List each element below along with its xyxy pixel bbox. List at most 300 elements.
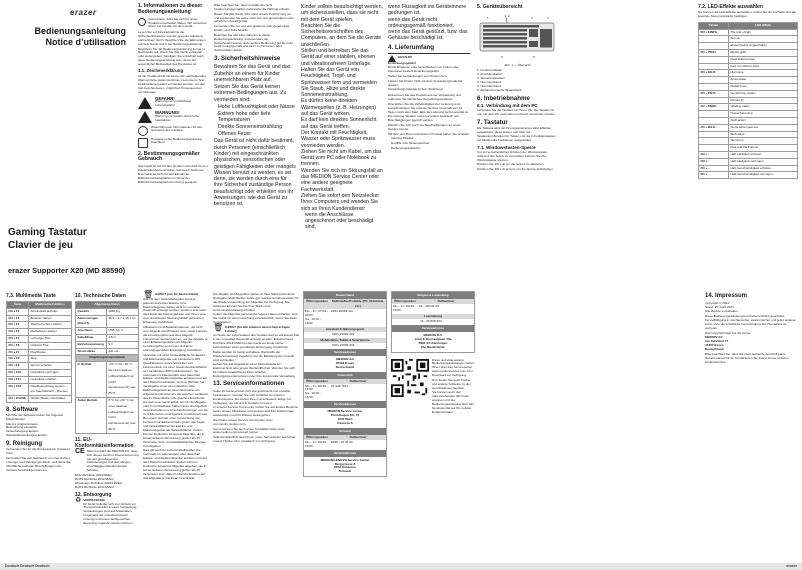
footer-language: Deutsch Deutsch Deutsch <box>5 564 50 568</box>
heading-11: 11. EU-Konformitätsinformation <box>75 436 134 449</box>
table-row <box>699 104 798 111</box>
service-table-be <box>391 291 475 416</box>
parts-item: 1. Funktionstasten <box>477 68 503 72</box>
table-cell: +10 °C bis +40 °C bei einer relativen Luftfeuchtigkeit von (nicht kondensierend) max. 85 % <box>106 362 138 398</box>
parts-item: 3. Steuerungstasten <box>477 75 505 80</box>
service-phone: 0848 - 33 33 32 <box>331 439 353 444</box>
cleaning-item: Verwenden Sie für die Reinigung ein trockenes Tuch. <box>6 447 71 456</box>
table-row <box>76 341 139 348</box>
spec-label: Kabellänge <box>76 334 107 341</box>
table-row <box>7 376 72 383</box>
spec-label: In Betrieb <box>76 362 107 398</box>
intro-text: Vielen Dank, dass Sie sich für unser Produkt entschieden haben. Wir wünschen Ihnen viel Freude mit dem Gerät. <box>148 16 207 29</box>
safety-item: Ziehen Sie nicht am Kabel, um das Gerät vom PC oder Notebook zu trennen. <box>301 148 382 168</box>
key-cell: FN + BILD↓ <box>699 124 729 131</box>
qr-text: Diese und viele weitere Bedienungsanleitungen stehen Ihnen über das Serviceportal www.medionservice.com zum Download zur Verfügung. <box>432 357 475 378</box>
table-row <box>76 315 139 328</box>
recycle-icon: ♻ <box>75 496 82 504</box>
service-phone: 34 - 20 808 664 <box>420 319 442 323</box>
table-header: Tasten <box>699 22 729 29</box>
qr-text: Dort finden Sie auch Treiber und andere Software zu den verschiedenen Geräten. <box>432 377 471 390</box>
safety-item: Stellen und betreiben Sie das Gerät auf einer stabilen, ebenen und vibrationsfreien Unterlage. <box>301 48 376 67</box>
col-1 <box>138 4 209 185</box>
service-address: MEDION AG 45092 Essen Deutschland <box>335 356 355 369</box>
disposal-text: Dies gilt auch für Lebensmittelhändler, die mehrmals im Kalenderjahr oder dauerhaft Elektro- und Elektronikgeräte anbieten und auf dem Markt bereitstellen. Zudem können Endnutzer kostenlos Altgeräte abgeben, die in keiner äußeren Abmessung größer als 25 Zentimeter sind, dabei ist die Rücknahme auf drei Altgeräte je Geräteart beschränkt. <box>143 448 207 480</box>
key-cell: FN + F12 <box>7 383 29 396</box>
table-row <box>699 70 798 77</box>
table-cell: vorheriger Titel <box>29 335 72 342</box>
winlock-text: Drücken Sie FN + ⊞ erneut, um die Sperre aufzuheben. <box>477 167 554 172</box>
safety-item: Setzen Sie das Gerät keinen extremen Bedingungen aus. Zu vermeiden sind: <box>214 83 287 103</box>
table-row <box>699 165 798 172</box>
warning-label: WARNUNG! <box>155 110 180 116</box>
parts-item: 2. Anschlusskabel <box>477 71 502 76</box>
warning-triangle-icon <box>138 97 152 109</box>
service-label: Rufnummer <box>418 299 474 304</box>
key-cell <box>699 36 729 43</box>
table-cell: LED-Geschwindigkeit verringern <box>729 172 798 179</box>
service-address-header: Serviceadresse <box>304 349 386 356</box>
intended-use-text: Das Gerät ist nur für den privaten und nicht für den industriellen/kommerziellen Gebrauch bestimmt. Das Gerät ist nicht für den Einsatz an Bildschirmarbeitsplätzen im Sinne der Bildschirmarbeitsplatzverordnung geeignet. <box>138 164 208 184</box>
service-country: Schweiz <box>304 428 386 435</box>
spec-label: Gewicht <box>76 308 107 315</box>
service-hours: Mo. - Fr.: 09:00 - 19:00 <box>393 304 416 312</box>
table-cell: nächster Titel <box>29 342 72 349</box>
service-country: Deutschland <box>304 292 386 299</box>
led-table <box>698 22 798 179</box>
heading-1-1: 1.1. Zeichenerklärung <box>138 68 184 74</box>
directive-item: EMV-Richtlinie 2014/30/EU <box>75 472 113 477</box>
table-cell: Surmount <box>729 138 798 145</box>
imprint-company: MEDION AG Am Zehnthof 77 45307 Essen Deutschland <box>705 335 729 352</box>
key-cell <box>699 131 729 138</box>
service-label: Rufnummer <box>330 379 386 384</box>
service-bullet: Gerne können Sie auch unser Kontaktformular unter www.medion.com/contact nutzen. <box>213 426 285 435</box>
table-cell: Mediaplayer starten <box>29 329 72 336</box>
qr-text: Sie können auch den nebenstehenden QR Code scannen und die Bedienungsanleitung über das Serviceportal auf Ihr mobiles Endgerät laden. <box>432 390 474 414</box>
parts-list <box>477 69 558 92</box>
parts-item: 4. Nummernblock <box>477 79 502 84</box>
device-disposal-label: GERÄT (nur für Deutschland) <box>155 292 199 296</box>
table-row <box>7 342 72 349</box>
service-bullet: In unserer Service Community treffen Sie auf andere Benutzer sowie unsere Mitarbeiter und können dort Ihre Erfahrungen austauschen und Ihr Wissen weitergeben. <box>213 405 299 418</box>
danger-bullet: Verpackungsmaterial ist kein Spielzeug! <box>388 87 443 92</box>
table-cell: Go with the stream <box>729 90 798 97</box>
table-subheader: Umgebungstemperaturen <box>76 355 139 362</box>
table-cell: Snow winter jasmine <box>729 124 798 131</box>
table-header: LED-Effekt <box>729 22 798 29</box>
danger-bullet: Halten Sie Verpackungen von Kindern fern. <box>388 74 448 79</box>
table-row <box>699 90 798 97</box>
table-cell: Digital times <box>729 83 798 90</box>
disposal-text: Vertreiber mit einer Verkaufsfläche für Elektro- und Elektronikgeräte von mindestens 400 Quadratmetern sowie Vertreiber von Lebensmitteln mit einer Gesamtverkaufsfläche von mindestens 800 Quadratmetern, die mehrmals im Kalenderjahr oder dauerhaft Elektro- und Elektronikgeräte anbieten und auf dem Markt bereitstellen, sind verpflichtet, bei der Abgabe eines neuen Elektro- oder Elektronikgerätes an einen Endnutzer ein Altgerät des Endnutzers der gleichen Geräteart, das im Wesentlichen die gleichen Funktionen wie das neue Gerät erfüllt, am Ort der Abgabe oder in unmittelbarer Nähe hierzu unentgeltlich zurückzunehmen und auf Entfernungen von bis zu 3 Kilometern unentgeltlich zurückzunehmen. <box>143 352 209 416</box>
table-header: Multimedia-Funktion <box>29 302 72 309</box>
heading-2: 2. Bestimmungsgemäßer Gebrauch <box>138 150 200 163</box>
disposal-text: Altbatterien und Altakkumulatoren, die nicht vom Altgerät umschlossen sind, sowie Lampen, die zerstörungsfrei aus dem Altgerät entnommen werden können, vor der Abgabe an einer Erfassungsstelle vom Altgerät zerstörungsfrei zu trennen und einer ordnungsgemäßen Entsorgung zuzuführen. <box>143 324 209 353</box>
service-label: Öffnungszeiten <box>304 299 330 309</box>
danger-text: Warnung vor unmittelbarer Lebensgefahr! <box>155 99 192 108</box>
key-cell: FN + F6 <box>7 342 29 349</box>
service-label: Öffnungszeiten <box>392 299 418 304</box>
col-3 <box>301 4 383 231</box>
disposal-text: Sofern die Altgeräte personenbezogene Daten enthalten, sind Sie selbst für deren Löschung verantwortlich, bevor Sie diese zurückgeben. <box>213 312 298 325</box>
keyboard-text: Die Tastatur wird mit 19 programmierten LED-Effekten ausgeliefert, diese lassen sich über die Tastaturkombination Fn-Tasten und die F-Funktionstasten mit Multimedia-Funktionen ausgestattet. <box>477 126 556 142</box>
p2-col-4 <box>213 293 299 445</box>
winlock-text: Um ein versehentliches Drücken der Windowstaste während des Spiels zu vermeiden, können Sie die Windowstaste sperren. <box>477 149 547 162</box>
disposal-text: Geben Sie das Altgerät an einer Sammelstelle für Elektroschrott oder einem Wertstoffhof ab. Wenden Sie sich für nähere Auskünfte an Ihren örtlichen Entsorgungsunternehmen oder Ihre kommunale Verwaltung. <box>213 362 296 379</box>
liability-bullet: Verwenden Sie nur von uns gelieferte oder genehmigte Ersatz- und Zubehörteile. <box>214 24 290 33</box>
service-address: MEDION/LENOVO Service Center Bergstrasse 8 8952 Schlieren Schweiz <box>320 457 370 474</box>
key-cell <box>699 43 729 50</box>
table-cell: The trail of light <box>729 29 798 36</box>
cover-title-de: Bedienungsanleitung <box>34 26 126 36</box>
key-cell <box>699 145 729 152</box>
service-phone: 01 928 7661 <box>331 383 349 388</box>
service-address: MEDION Service Center Prinz-Eugen-Str. 73 1040 Wien Österreich <box>327 409 363 425</box>
spec-label: Stromstärke <box>76 348 107 355</box>
disposal-text: Bei einem Vertrieb unter Verwendung von Fernkommunikationsmitteln gelten alle Lager- und Versandflächen für Elektro- und Elektronikgeräte als Verkaufsfläche. Zudem können Endnutzer kostenlos Altgeräte, die in keiner äußeren Abmessung größer als 25 Zentimeter sind, in haushaltsüblichen Mengen zurückgeben. <box>143 416 207 448</box>
waste-bin-icon: 🗑 <box>143 290 154 299</box>
safety-item: Kinder sollten beaufsichtigt werden, um sicherzustellen, dass sie nicht mit dem Gerät spielen. <box>301 4 383 23</box>
key-cell: FN + F10 <box>7 369 29 376</box>
table-row <box>699 50 798 57</box>
table-row <box>699 29 798 36</box>
unpack-item: Entnehmen Sie das Produkt aus der Verpackung und entfernen Sie sämtliches Verpackungsmaterial. <box>388 93 461 102</box>
safety-item: Wenden Sie sich im Störungsfall an das MEDION Service Center oder eine andere geeignete Fachwerkstatt. <box>301 167 383 193</box>
imprint-text: Bitte beachten Sie, dass die oben stehende Anschrift keine Retourenanschrift ist. Kontaktieren Sie zuerst immer unseren Kundenservice. <box>705 351 789 364</box>
key-cell <box>699 138 729 145</box>
software-item: Macros programmieren, <box>6 421 39 426</box>
heading-6: 6. Inbetriebnahme <box>477 95 530 103</box>
scope-item: Gaming Tastatur <box>391 136 414 141</box>
safety-item: Ziehen Sie sofort den Netzstecker Ihres Computers und wenden Sie sich an Ihren Kundendienst: <box>301 192 380 212</box>
service-country: Belgien & Luxemburg <box>392 292 474 299</box>
table-cell: Winding paths <box>729 104 798 111</box>
danger-label: GEFAHR! <box>398 55 412 60</box>
scope-item: Bedienungsanleitung <box>391 145 420 150</box>
danger-label: GEFAHR! <box>155 95 175 101</box>
specs-table <box>75 301 139 434</box>
table-row <box>699 138 798 145</box>
danger-sub: Erstickungsgefahr! <box>388 60 417 65</box>
callout-number: 6 <box>501 55 503 59</box>
imprint-text: Diese Bedienungsanleitung ist urheberrechtlich geschützt. <box>705 313 785 318</box>
heading-3: 3. Sicherheitshinweise <box>214 55 281 63</box>
key-cell: FN + ↓ <box>699 158 729 165</box>
key-cell: FN + F5 <box>7 335 29 342</box>
table-row <box>76 397 139 433</box>
service-label: Multimedia-Produkte (PC, Notebook, etc.) <box>331 299 384 308</box>
key-cell <box>699 56 729 63</box>
table-cell: Stop <box>29 356 72 363</box>
cover-logo: erazer <box>70 8 97 17</box>
callout-number: 5 <box>533 55 535 59</box>
conformity-text: Hiermit erklärt die MEDION AG, dass sich dieses Gerät in Übereinstimmung mit den grundlegenden Anforderungen und den übrigen einschlägigen Bestimmungen befindet: <box>86 448 140 473</box>
table-row <box>699 117 798 124</box>
safety-item: Das Gerät ist nicht dafür bestimmt, durch Personen (einschließlich Kinder) mit eingeschränkten physischen, sensorischen oder geistigen Fähigkeiten oder mangels Wissen benutzt zu werden, es sei denn, sie werden durch eine für ihre Sicherheit zuständige Person beaufsichtigt oder erhielten von ihr Anweisungen, wie das Gerät zu benutzen ist. <box>214 138 296 208</box>
heading-10: 10. Technische Daten <box>75 293 126 299</box>
table-cell: Randbeleuchtung steuern – ein; hauchähnlich – Bremes <box>29 383 72 396</box>
spec-label: Abmessungen (B×H×T) <box>76 315 107 328</box>
table-row <box>699 131 798 138</box>
service-address: MEDION B.V. John F. Kennedylaan 16a 5981 XC Panningen Die Niederlande <box>414 332 452 349</box>
callout-number: 2 <box>508 14 510 18</box>
liability-text: Bitte beachten Sie, dass im Falle des nicht bestimmungsgemäßen Gebrauchs die Haftung erlischt: <box>214 3 290 11</box>
key-cell <box>699 63 729 70</box>
software-text: Mit Hilfe der Software haben Sie folgende Möglichkeiten: <box>6 412 64 421</box>
table-cell: Lautstärke erhöhen <box>29 376 72 383</box>
heading-4: 4. Lieferumfang <box>388 43 435 51</box>
service-address-header: Serviceadresse <box>304 450 386 457</box>
danger-text: Durch Einatmen oder Verschlucken von Folien oder Kleinteilen besteht Erstickungsgefahr. <box>388 65 459 74</box>
unpack-item: Die Gaming Tastatur muss vor jedem Gebrauch auf Beschädigungen geprüft werden. <box>388 114 459 123</box>
table-row <box>7 396 72 403</box>
keep-manual-text: Bewahren Sie die Bedienungsanleitung immer in Reichweite auf. Wenn Sie das Gerät verkaufen oder weitergeben, händigen Sie unbedingt auch diese Bedienungsanleitung aus, da sie ein wesentlicher Bestandteil des Produktes ist. <box>138 46 205 67</box>
service-hours: Mo. - Fr.: 07:00 - 20:00 Sa.: 10:00 - 18:00 <box>305 309 328 325</box>
col-4 <box>388 4 470 151</box>
table-row <box>7 335 72 342</box>
cover-product-de: Gaming Tastatur <box>8 227 87 238</box>
cover-model: erazer Supporter X20 (MD 88590) <box>8 266 126 275</box>
table-cell: 1066,8 g <box>106 308 138 315</box>
key-cell <box>699 117 729 124</box>
heading-7: 7. Tastatur <box>477 119 508 127</box>
safety-subitem: Hohe Luftfeuchtigkeit oder Nässe <box>218 103 295 110</box>
disposal-text: Alle mit dem nebenstehenden Symbol gekennzeichneten Elektro- bzw. Elektronikgeräte dürfen nicht im normalen Hausmüll entsorgt werden, sondern sind nach dem Ende der Nutzungsdauer von Ihnen einer vom unsortierten Siedlungsabfall getrennten Erfassung zuzuführen. <box>143 296 207 325</box>
key-cell <box>699 97 729 104</box>
service-label: Öffnungszeiten <box>304 379 330 384</box>
page-bottom <box>0 287 802 570</box>
table-cell: 5 V <box>106 341 138 348</box>
footer-brand: erazer <box>786 564 797 568</box>
info-icon <box>138 126 148 136</box>
danger-bullet: Lassen Sie Kinder nicht mit dem Verpackungsmaterial spielen. <box>388 78 463 87</box>
warning-triangle-icon <box>138 111 152 123</box>
table-cell: Stumm schalten <box>29 363 72 370</box>
key-cell: FN + POS1 <box>699 50 729 57</box>
disposal-text: Dabei werden im Gerät enthaltene Wertstoffe der Wiederverwertung zugeführt und die Belastung der Umwelt wird vermieden. <box>213 349 294 362</box>
cover-title-fr: Notice d’utilisation <box>45 37 126 47</box>
liability-bullet: Bauen Sie das Gerät nicht ohne unsere Zustimmung um und verwenden Sie keine nicht von uns genehmigten oder gelieferten Zusatzgeräte. <box>214 11 294 24</box>
table-cell: 46,5 × 3,7 × 15,1 cm <box>106 315 138 328</box>
key-cell: FN + ENDE <box>699 104 729 111</box>
key-cell: FN + F2 <box>7 315 29 322</box>
liability-bullet: Beachten Sie alle Informationen in dieser Bedienungsanleitung, insbesondere die Sicherheitshinweise. Jede andere Bedienung gilt als nicht bestimmungsgemäß und kann zu Personen- oder Sachschäden führen. <box>214 32 293 53</box>
service-label: Haushalt & Nahrungsgerät <box>304 327 386 332</box>
service-hours: Mo. - Fr.: 09:00 - 19:00 <box>305 439 328 448</box>
safety-subitem: wenn Flüssigkeit ins Geräteinnere gedrungen ist, <box>388 4 467 17</box>
service-text: Sollte Ihr Gerät einmal nicht wie gewünscht und erwartet funktionieren, wenden Sie sich zunächst an unseren Kundenservice. Es stehen Ihnen verschiedene Wege zur Verfügung, um mit uns in Kontakt zu treten: <box>213 389 291 405</box>
heading-13: 13. Serviceinformationen <box>213 381 285 388</box>
table-cell: abwechselnd eingeschaltet <box>729 43 798 50</box>
key-cell: FN + F7 <box>7 349 29 356</box>
key-cell: FN + F3 <box>7 322 29 329</box>
table-row <box>699 56 798 63</box>
connect-text: Verbinden Sie die Tastatur mit Ihrem PC. Die Tastatur ist nun mit dem PC verbunden und kann verwendet werden. <box>477 108 556 117</box>
unpack-item: Mit dem von Ihnen erworbenen Produkt haben Sie erhalten: <box>388 131 470 136</box>
heading-6-1: 6.1. Verbindung mit dem PC <box>477 103 538 109</box>
callout-number: 4 <box>547 16 549 20</box>
software-item: Tastenbelegung ändern, <box>6 429 40 434</box>
imprint <box>705 293 797 365</box>
packaging-text: Ihr Gerät befindet sich zum Schutz vor Transportschäden in einer Verpackung. Verpackungen sind aus Materialien hergestellt, die umweltschonend entsorgt und einem fachgerechten Recycling zugeführt werden können. <box>83 501 138 526</box>
heading-7-3: 7.3. Multimedia Taste <box>6 293 56 299</box>
key-cell: FN + F4 <box>7 329 29 336</box>
service-bullet: Selbstverständlich steht Ihnen unser Serviceteam auch über unsere Hotline oder postalisch zur Verfügung. <box>213 435 296 444</box>
table-row <box>7 369 72 376</box>
service-hours: Mo. - Fr.: 08:00 - 19:00 Sa.: 10:00 - 18:00 <box>305 383 328 400</box>
heading-8: 8. Software <box>6 406 39 413</box>
unpack-item: Überprüfen Sie die Vollständigkeit der Lieferung und benachrichtigen Sie unseren Service innerhalb von 14 Tagen nach dem Kauf, falls die Lieferung nicht komplett ist. <box>388 101 469 114</box>
symbols-text: Ist ein Textabschnitt mit einem der nachfolgenden Warnsymbole gekennzeichnet, muss die im Text beschriebene Gefahr vermieden werden, um den dort beschriebenen, möglichen Konsequenzen vorzubeugen. <box>138 73 206 94</box>
service-table-de <box>303 291 387 477</box>
imprint-text: Copyright © 2024 Stand: 25. April 2024 Alle Rechte vorbehalten. <box>705 301 739 313</box>
safety-item: Es darf kein direktes Sonnenlicht auf das Gerät treffen. <box>301 117 377 130</box>
cover-column <box>0 0 132 285</box>
p2-col-1 <box>6 293 72 473</box>
service-label: Rufnummer <box>330 435 386 440</box>
p2-col-3 <box>143 290 209 481</box>
table-cell: Accumulate <box>729 77 798 84</box>
imprint-text: Das Copyright liegt bei der Firma: <box>705 330 752 335</box>
p2-col-2 <box>75 293 139 527</box>
table-row <box>76 334 139 341</box>
key-cell <box>699 83 729 90</box>
table-cell: Lautstärke verringern <box>29 369 72 376</box>
heading-1: 1. Informationen zu dieser Bedienungsanleitung <box>138 3 203 15</box>
table-cell: Play/Pause <box>29 349 72 356</box>
service-label: Öffnungszeiten <box>304 435 330 440</box>
safety-item: Bewahren Sie das Gerät und das Zubehör an einem für Kinder unerreichbaren Platz auf. <box>214 64 291 83</box>
spec-label: Außer Betrieb <box>76 397 107 433</box>
safety-item: Es dürfen keine direkten Wärmequellen (z. B. Heizungen) auf das Gerät wirken. <box>301 98 376 118</box>
safety-subitem: Offenes Feuer <box>218 131 252 138</box>
table-row <box>699 172 798 179</box>
table-row <box>7 329 72 336</box>
multimedia-table <box>6 301 72 403</box>
table-row <box>7 383 72 396</box>
table-row <box>699 145 798 152</box>
table-row <box>699 83 798 90</box>
danger-box <box>388 53 470 93</box>
table-row <box>7 356 72 363</box>
parts-item: 6. Alphanumerische Tastenblock <box>477 87 522 92</box>
cover-product-fr: Clavier de jeu <box>8 240 74 251</box>
software-item: Beleuchtung einstellen, <box>6 425 38 430</box>
table-row <box>699 124 798 131</box>
table-cell: Aurora <box>729 36 798 43</box>
table-cell: 1,8 m <box>106 334 138 341</box>
table-row <box>7 308 72 315</box>
safety-item: Halten Sie das Gerät von Feuchtigkeit, Tropf- und Spritzwasser fern und vermeiden Sie Staub, Hitze und direkte Sonneneinstrahlung. <box>301 66 377 99</box>
scope-item: Dreifilfe zum Tastenwechsel <box>391 141 430 146</box>
table-cell: Taschenrechner starten <box>29 322 72 329</box>
heading-14: 14. Impressum <box>705 293 748 299</box>
table-row <box>76 362 139 398</box>
table-cell: LED-Geschwindigkeit erhöhen <box>729 165 798 172</box>
imprint-text: Vervielfältigung in mechanischer, elektronischer und jeder anderen Form ohne die schriftliche Genehmigung des Herstellers ist verboten. <box>705 318 797 331</box>
heading-7-1: 7.1. Windowstasten-Sperre <box>477 144 536 150</box>
key-cell: FN + → <box>699 172 729 179</box>
spec-label: Anschluss <box>76 328 107 335</box>
table-cell: Flower blooming <box>729 111 798 118</box>
device-disposal-label: GERÄT (für alle anderen deutschsprachigen Länder) <box>225 324 291 333</box>
service-phone: 0201 22099 222 <box>332 332 355 336</box>
table-cell: Ripple graff <box>729 50 798 57</box>
table-row <box>7 349 72 356</box>
table-header: Allgemeine Daten <box>76 302 139 309</box>
service-label: Luxembourg <box>392 314 474 319</box>
key-cell: FN + ↑ <box>699 151 729 158</box>
callout-number: 1 <box>487 16 489 20</box>
key-cell: FN + F9 <box>7 363 29 370</box>
service-phone: 02 - 200 61 98 <box>419 304 439 308</box>
heading-12: 12. Entsorgung <box>75 491 112 498</box>
table-row <box>76 328 139 335</box>
table-row <box>7 363 72 370</box>
table-cell: Browser starten <box>29 315 72 322</box>
info-icon <box>138 18 146 26</box>
figure-caption: Abb. 1 — Übersicht <box>504 63 531 67</box>
safety-subitem: Extrem hohe oder tiefe Temperaturen <box>218 110 271 124</box>
table-cell: LED-Helligkeit verringern <box>729 158 798 165</box>
disposal-text: Zur Abgabe von Altgeräten stehen in Ihrer Nähe kostenfreie Rückgabemöglichkeiten sowie ggf. weitere Annahmestellen für die Wiederverwendung der Altgeräte zur Verfügung. Die Adressen können Sie bei Ihrer Stadt- bzw. Kommunalverwaltung erhalten. <box>213 292 299 312</box>
footer-bar <box>0 563 802 570</box>
key-cell: FN + F1 <box>7 308 29 315</box>
table-cell: Swift action <box>729 117 798 124</box>
table-cell: Pass without trace <box>729 56 798 63</box>
unpack-item: Wenden Sie sich auch bei Beschädigungen an unser Service Center. <box>388 123 461 131</box>
warning-text: Warnung vor Gefahr durch hohe Lautstärke! <box>155 113 200 122</box>
winlock-text: Drücken Sie FN + ⊞ um die Sperre zu aktivieren. <box>477 162 545 167</box>
table-cell: LED-Helligkeit erhöhen <box>729 151 798 158</box>
table-cell: 0 °C bis +60 °C bei einer relativen Luftfeuchtigkeit von (nicht kondensierend) max. 85 % <box>106 397 138 433</box>
key-cell: FN + EINFG <box>699 29 729 36</box>
service-country: Österreich <box>304 372 386 379</box>
info-text: Weiterführende Informationen für den Gebrauch des Gerätes! <box>151 124 203 133</box>
key-cell: FN + ← <box>699 165 729 172</box>
table-row <box>699 158 798 165</box>
table-cell: WASD-Tasten umschalten <box>29 396 72 403</box>
cleaning-item: Vermeiden Sie den Gebrauch von chemischen Lösungs- und Reinigungsmitteln, weil diese die Oberfläche und/oder Beschriftungen des Gerätes beschädigen können. <box>6 455 71 472</box>
spec-label: Betriebsspannung <box>76 341 107 348</box>
service-address-header: Serviceadresse <box>304 401 386 408</box>
col-5 <box>477 4 558 173</box>
directive-item: RoHS-Richtlinie 2011/65/EU <box>75 484 114 489</box>
key-cell: FN + PAUSE <box>7 396 29 403</box>
heading-5: 5. Geräteübersicht <box>477 4 523 10</box>
table-row <box>699 36 798 43</box>
key-cell <box>699 111 729 118</box>
table-row <box>699 63 798 70</box>
ce-mark-icon: CE <box>75 447 85 455</box>
parts-item: 5. Nummernblock <box>477 83 502 88</box>
col-6 <box>698 4 798 179</box>
safety-subitem: wenn das Gerät gestürzt, bzw. das Gehäuse beschädigt ist. <box>388 29 468 42</box>
table-cell: USB Typ A <box>106 328 138 335</box>
table-cell: Fast run without trace <box>729 63 798 70</box>
table-cell: Fast and the Furious <box>729 145 798 152</box>
table-row <box>699 97 798 104</box>
key-cell: FN + F8 <box>7 356 29 363</box>
callout-number: 3 <box>531 16 533 20</box>
safety-subitem: wenn das Gerät nicht ordnungsgemäß funktioniert, <box>388 16 455 29</box>
waste-bin-icon: 🗑 <box>213 322 224 332</box>
service-label: Mobiltelefon, Tablet & Smartphone <box>304 338 386 343</box>
table-cell: Clouds fly <box>729 97 798 104</box>
table-cell: 200 mA <box>106 348 138 355</box>
safety-item: Beachten Sie die Sicherheitsvorschriften des Computers, an dem Sie die Geräte anschließen. <box>301 22 382 48</box>
